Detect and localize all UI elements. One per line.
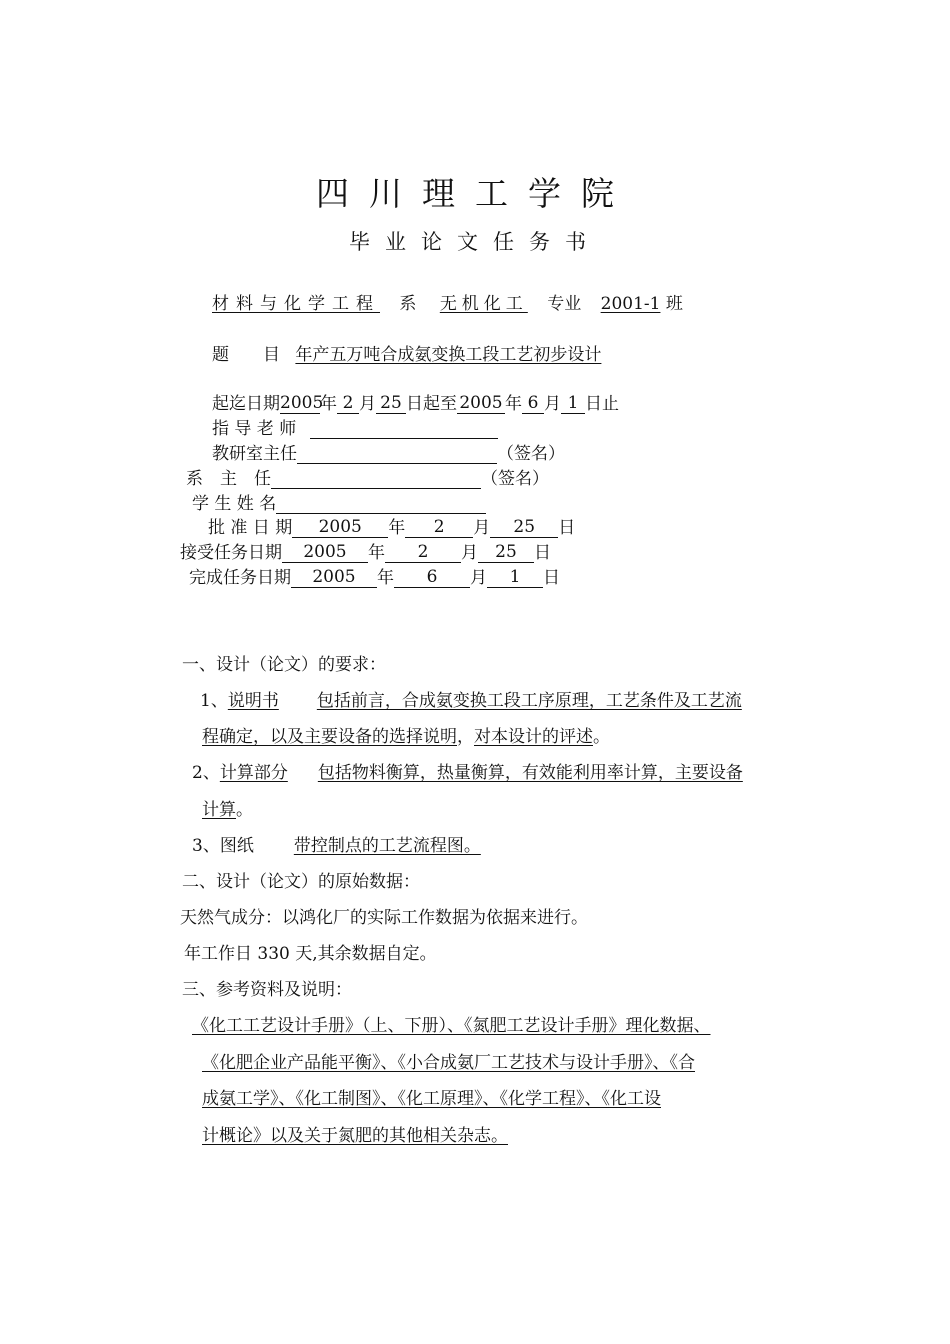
references-line-1: 《化工工艺设计手册》（上、下册）、《氮肥工艺设计手册》理化数据、: [192, 1016, 711, 1036]
accept-year: 2005: [282, 542, 368, 563]
director-line: [212, 439, 565, 464]
item1-label: 说明书: [227, 691, 279, 711]
requirement-item-2-cont: [202, 795, 253, 820]
end-day: 1: [561, 393, 585, 414]
unit-day: 日: [558, 518, 576, 538]
advisor-line: [212, 414, 498, 439]
student-label: 学 生 姓 名: [192, 494, 277, 514]
department-suffix: 系: [399, 294, 417, 314]
dept-head-blank: [271, 469, 481, 489]
accept-date-line: [180, 538, 551, 563]
start-suffix: 日起至: [406, 394, 457, 414]
approve-day: 25: [490, 517, 558, 538]
unit-month: 月: [470, 568, 487, 588]
complete-year: 2005: [291, 567, 377, 588]
complete-day: 1: [487, 567, 543, 588]
item3-prefix: 3、图纸: [192, 836, 254, 856]
topic-label: 题 目: [212, 345, 280, 365]
item1-text-1: 包括前言，合成氨变换工段工序原理，工艺条件及工艺流: [316, 691, 742, 711]
unit-year: 年: [388, 518, 406, 538]
director-sign-note: （签名）: [497, 444, 565, 464]
approve-date-line: [208, 513, 575, 538]
approve-month: 2: [405, 517, 473, 538]
accept-label: 接受任务日期: [180, 543, 282, 563]
requirements-heading: 一、设计（论文）的要求：: [182, 655, 386, 675]
director-label: 教研室主任: [212, 444, 297, 464]
approve-label: 批 准 日 期: [208, 518, 293, 538]
requirement-item-1: [200, 686, 742, 711]
period-label: 起迄日期: [212, 394, 280, 414]
class-line: [212, 289, 683, 314]
item1-text-2: 程确定，以及主要设备的选择说明: [202, 727, 457, 747]
end-suffix: 日止: [585, 394, 619, 414]
unit-year: 年: [320, 394, 337, 414]
complete-month: 6: [394, 567, 470, 588]
item1-text-3: 对本设计的评述: [474, 727, 593, 747]
period-line: [212, 389, 619, 414]
references-line-2: 《化肥企业产品能平衡》、《小合成氨厂工艺技术与设计手册》、《合: [202, 1053, 695, 1073]
start-year: 2005: [280, 393, 324, 413]
references-line-4: 计概论》以及关于氮肥的其他相关杂志。: [202, 1126, 508, 1146]
dept-head-sign-note: （签名）: [481, 469, 549, 489]
unit-month: 月: [359, 394, 376, 414]
student-blank: [276, 494, 486, 514]
unit-month: 月: [544, 394, 561, 414]
student-line: [192, 489, 486, 514]
document-subtitle: 毕业论文任务书: [349, 230, 601, 254]
unit-year: 年: [368, 543, 385, 563]
topic-value: 年产五万吨合成氨变换工段工艺初步设计: [295, 345, 602, 365]
dept-head-line: [186, 464, 549, 489]
complete-date-line: [189, 563, 560, 588]
department-value: 材料与化学工程: [212, 294, 380, 314]
director-blank: [297, 444, 497, 464]
approve-year: 2005: [292, 517, 388, 538]
unit-month: 月: [473, 518, 491, 538]
requirement-item-1-cont: [202, 722, 610, 747]
original-data-line-1: 天然气成分：以鸿化厂的实际工作数据为依据来进行。: [180, 908, 588, 928]
item2-text-1: 包括物料衡算，热量衡算，有效能利用率计算，主要设备: [317, 763, 743, 783]
unit-day: 日: [543, 568, 560, 588]
requirement-item-2: [192, 758, 743, 783]
requirement-item-3: [192, 831, 481, 856]
item2-end: 。: [236, 800, 253, 820]
class-suffix: 班: [665, 294, 683, 314]
item1-separator: ，: [457, 727, 474, 747]
references-heading: 三、参考资料及说明：: [182, 980, 352, 1000]
major-suffix: 专业: [547, 294, 582, 314]
end-month: 6: [522, 393, 544, 414]
dept-head-label: 系 主 任: [186, 469, 271, 489]
start-month: 2: [337, 393, 359, 414]
class-number: 2001-1: [600, 294, 661, 314]
complete-label: 完成任务日期: [189, 568, 291, 588]
item2-label: 计算部分: [219, 763, 288, 783]
advisor-blank: [310, 419, 498, 439]
end-year: 2005: [457, 393, 505, 414]
advisor-label: 指 导 老 师: [212, 419, 297, 439]
references-line-3: 成氨工学》、《化工制图》、《化工原理》、《化学工程》、《化工设: [202, 1089, 661, 1109]
unit-month: 月: [461, 543, 478, 563]
unit-year: 年: [505, 394, 522, 414]
item1-end: 。: [593, 727, 610, 747]
item3-text: 带控制点的工艺流程图。: [293, 836, 481, 856]
major-value: 无机化工: [439, 294, 528, 314]
item1-prefix: 1、: [200, 691, 228, 711]
item2-prefix: 2、: [192, 763, 220, 783]
unit-day: 日: [534, 543, 551, 563]
accept-day: 25: [478, 542, 534, 563]
original-data-line-2: 年工作日 330 天,其余数据自定。: [184, 944, 437, 964]
start-day: 25: [376, 393, 406, 414]
unit-year: 年: [377, 568, 394, 588]
page-title: 四川理工学院: [316, 174, 634, 213]
accept-month: 2: [385, 542, 461, 563]
item2-text-2: 计算: [202, 800, 236, 820]
original-data-heading: 二、设计（论文）的原始数据：: [182, 872, 420, 892]
topic-line: [212, 340, 601, 365]
